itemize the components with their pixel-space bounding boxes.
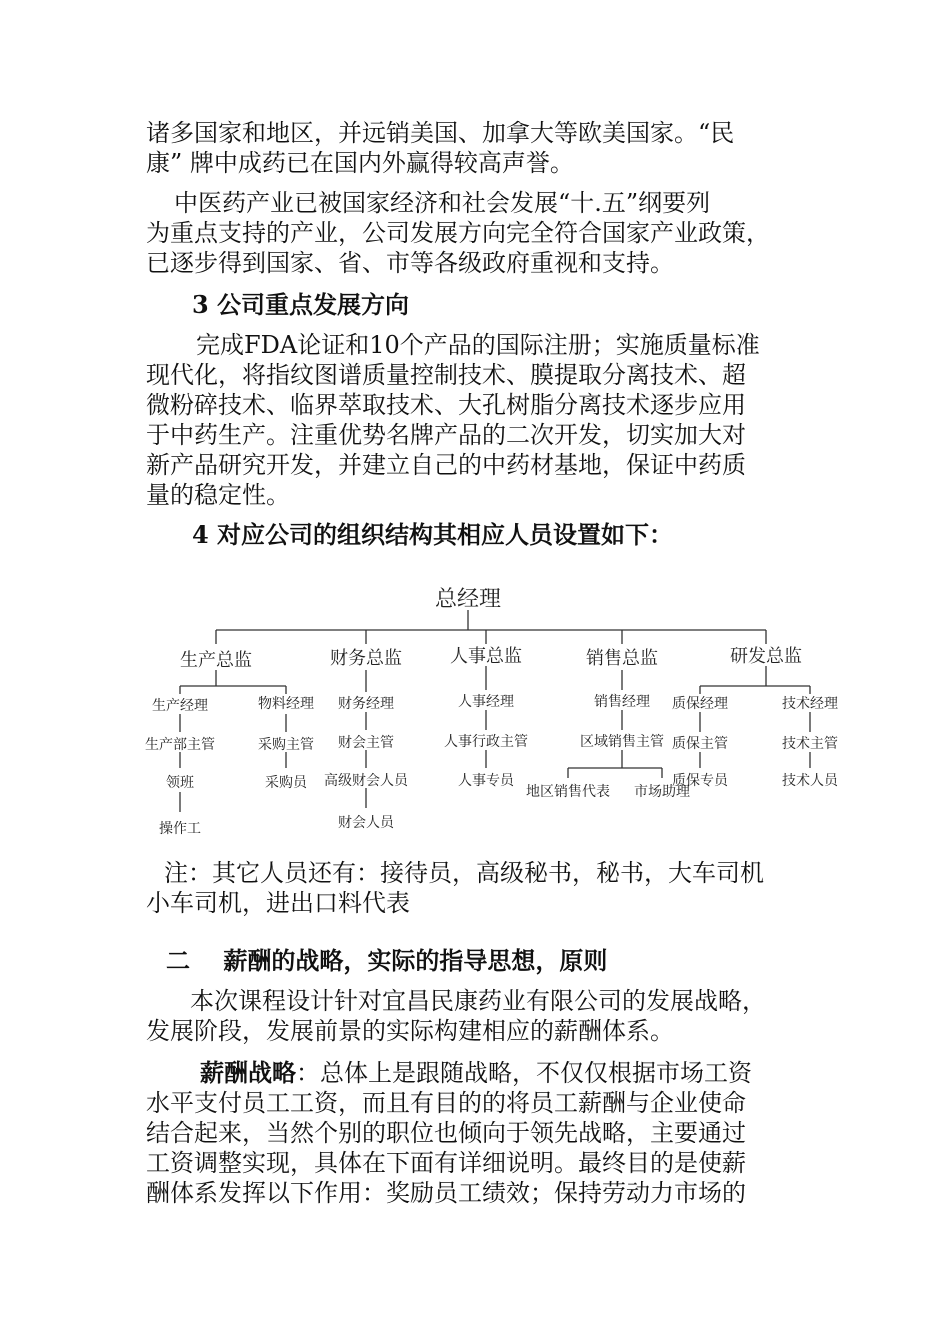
org-node: 质保经理: [672, 696, 728, 712]
note-line: 注：其它人员还有：接待员，高级秘书，秘书，大车司机: [164, 859, 764, 887]
para-line: 工资调整实现，具体在下面有详细说明。最终目的是使薪: [146, 1149, 746, 1177]
para-line: 完成FDA论证和10个产品的国际注册；实施质量标准: [196, 331, 760, 359]
org-node: 区域销售主管: [580, 734, 664, 750]
org-node-ceo: 总经理: [434, 587, 502, 612]
org-node: 技术主管: [782, 736, 838, 752]
org-node: 物料经理: [258, 696, 314, 712]
org-node: 生产经理: [152, 698, 208, 714]
org-node: 操作工: [159, 821, 201, 837]
org-node: 生产部主管: [145, 737, 215, 753]
org-node: 采购员: [265, 775, 307, 791]
org-node: 技术人员: [782, 773, 838, 789]
bold-term: 薪酬战略: [200, 1058, 296, 1087]
org-node: 销售经理: [594, 694, 650, 710]
org-node-director: 财务总监: [330, 648, 402, 669]
org-node: 高级财会人员: [324, 773, 408, 789]
org-node: 财务经理: [338, 696, 394, 712]
para-line: 本次课程设计针对宜昌民康药业有限公司的发展战略，: [190, 987, 766, 1015]
org-node-director: 研发总监: [730, 646, 802, 667]
para-line: 结合起来，当然个别的职位也倾向于领先战略，主要通过: [146, 1119, 746, 1147]
org-node: 技术经理: [782, 696, 838, 712]
org-node: 采购主管: [258, 737, 314, 753]
para-line: 已逐步得到国家、省、市等各级政府重视和支持。: [146, 249, 674, 277]
org-node: 人事经理: [458, 694, 514, 710]
chapter-heading: 二 薪酬的战略，实际的指导思想，原则: [166, 946, 608, 975]
org-node-director: 人事总监: [450, 646, 522, 667]
org-node: 人事行政主管: [444, 734, 528, 750]
para-line: 新产品研究开发，并建立自己的中药材基地，保证中药质: [146, 451, 746, 479]
para-line: 微粉碎技术、临界萃取技术、大孔树脂分离技术逐步应用: [146, 391, 746, 419]
para-line: 为重点支持的产业，公司发展方向完全符合国家产业政策，: [146, 219, 770, 247]
org-node: 质保主管: [672, 736, 728, 752]
para-text: ：总体上是跟随战略，不仅仅根据市场工资: [296, 1059, 752, 1087]
org-node: 财会人员: [338, 815, 394, 831]
para-line: 量的稳定性。: [146, 481, 290, 509]
section-heading: 4 对应公司的组织结构其相应人员设置如下：: [192, 520, 674, 549]
org-node: 人事专员: [458, 773, 514, 789]
para-line: 诸多国家和地区，并远销美国、加拿大等欧美国家。“民: [146, 119, 735, 147]
org-node: 财会主管: [338, 735, 394, 751]
para-line: [200, 1058, 814, 1088]
para-line: 于中药生产。注重优势名牌产品的二次开发，切实加大对: [146, 421, 746, 449]
para-line: 发展阶段，发展前景的实际构建相应的薪酬体系。: [146, 1017, 674, 1045]
org-node: 领班: [166, 775, 194, 791]
org-node: 市场助理: [634, 784, 690, 800]
org-node-director: 生产总监: [180, 650, 252, 671]
para-line: 酬体系发挥以下作用：奖励员工绩效；保持劳动力市场的: [146, 1179, 746, 1207]
para-line: 中医药产业已被国家经济和社会发展“十.五”纲要列: [174, 189, 711, 217]
section-heading: 3 公司重点发展方向: [192, 290, 410, 319]
org-node-director: 销售总监: [586, 648, 658, 669]
para-line: 水平支付员工工资，而且有目的的将员工薪酬与企业使命: [146, 1089, 746, 1117]
note-line: 小车司机，进出口料代表: [146, 889, 410, 917]
org-chart: [145, 578, 838, 838]
org-node: 地区销售代表: [526, 784, 610, 800]
para-line: 康” 牌中成药已在国内外赢得较高声誉。: [146, 149, 574, 177]
org-node: 质保专员: [672, 773, 728, 789]
para-line: 现代化，将指纹图谱质量控制技术、膜提取分离技术、超: [146, 361, 746, 389]
